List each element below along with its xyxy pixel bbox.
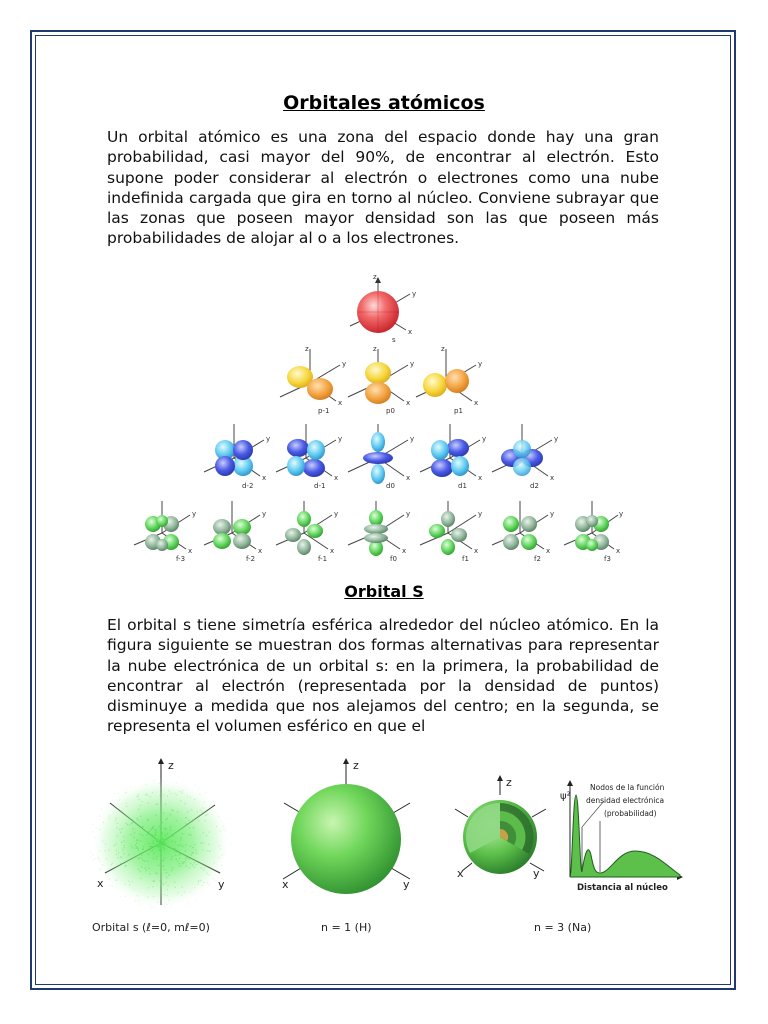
svg-text:x: x <box>262 474 267 482</box>
svg-text:(probabilidad): (probabilidad) <box>604 809 657 818</box>
svg-text:f2: f2 <box>534 555 541 563</box>
d-orbital-minus1 <box>276 424 342 490</box>
svg-text:z: z <box>373 345 377 353</box>
svg-text:x: x <box>282 878 289 891</box>
svg-text:ψ²: ψ² <box>560 791 571 802</box>
svg-text:x: x <box>408 328 413 336</box>
d-orbital-0 <box>348 424 414 490</box>
svg-text:d1: d1 <box>458 482 467 490</box>
svg-text:z: z <box>441 345 445 353</box>
page-title: Orbitales atómicos <box>283 92 485 114</box>
svg-text:y: y <box>478 360 483 368</box>
svg-text:x: x <box>406 474 411 482</box>
svg-text:x: x <box>402 547 407 555</box>
svg-text:f0: f0 <box>390 555 397 563</box>
svg-text:y: y <box>403 878 410 891</box>
svg-text:z: z <box>168 759 174 772</box>
svg-text:y: y <box>342 360 347 368</box>
caption-n3: n = 3 (Na) <box>534 921 592 934</box>
svg-text:Nodos de la función: Nodos de la función <box>590 783 665 792</box>
f-orbital-plus3 <box>564 501 623 563</box>
intro-paragraph: Un orbital atómico es una zona del espacio donde hay una gran probabilidad, casi mayor del 90%, de encontrar al electrón. Esto supone poder considerar al electrón o electrones como una nube indefinida cargada que gira en torno al núcleo. Conviene subrayar que las zonas que poseen mayor densidad son las que poseen más probabilidades de alojar al o a los electrones. <box>107 128 659 248</box>
orbital-s-paragraph: El orbital s tiene simetría esférica alrededor del núcleo atómico. En la figura siguiente se muestran dos formas alternativas para representar la nube electrónica de un orbital s: en la primera, la probabilidad de encontrar al electrón (representada por la densidad de puntos) disminuye a medida que nos alejamos del centro; en la segunda, se representa el volumen esférico en que el <box>107 616 659 736</box>
svg-text:f-1: f-1 <box>318 555 328 563</box>
svg-text:z: z <box>305 345 309 353</box>
svg-text:x: x <box>474 399 479 407</box>
p-orbital-minus1 <box>280 345 346 415</box>
svg-text:x: x <box>550 474 555 482</box>
svg-text:x: x <box>406 399 411 407</box>
f-orbital-0 <box>348 501 410 563</box>
svg-text:z: z <box>373 273 377 281</box>
caption-n1: n = 1 (H) <box>321 921 372 934</box>
svg-text:x: x <box>97 877 104 890</box>
electron-cloud-diagram <box>90 758 232 909</box>
svg-text:y: y <box>554 435 559 443</box>
svg-text:y: y <box>410 435 415 443</box>
f-orbital-plus2 <box>492 501 554 563</box>
section-title-orbital-s: Orbital S <box>344 582 424 601</box>
s-orbital-figure <box>80 755 690 945</box>
svg-text:y: y <box>218 878 225 891</box>
svg-text:y: y <box>478 510 483 518</box>
orbital-shapes-figure <box>130 268 638 568</box>
sphere-n1-diagram <box>282 758 410 894</box>
svg-text:y: y <box>338 435 343 443</box>
svg-text:d0: d0 <box>386 482 395 490</box>
svg-text:d-1: d-1 <box>314 482 326 490</box>
svg-text:f1: f1 <box>462 555 469 563</box>
svg-text:densidad electrónica: densidad electrónica <box>586 796 665 805</box>
svg-text:f-3: f-3 <box>176 555 186 563</box>
p-orbital-0 <box>348 345 414 415</box>
svg-text:y: y <box>550 510 555 518</box>
svg-text:x: x <box>338 399 343 407</box>
p-orbital-plus1 <box>416 345 482 415</box>
f-orbital-minus2 <box>204 501 266 563</box>
svg-text:Distancia al núcleo: Distancia al núcleo <box>577 883 668 893</box>
svg-text:x: x <box>546 547 551 555</box>
caption-orbital-s: Orbital s (ℓ=0, mℓ=0) <box>92 921 210 934</box>
f-orbital-plus1 <box>420 501 482 563</box>
sphere-n3-cutaway-diagram <box>455 775 546 880</box>
svg-text:y: y <box>482 435 487 443</box>
svg-text:y: y <box>410 360 415 368</box>
svg-text:y: y <box>262 510 267 518</box>
svg-text:y: y <box>406 510 411 518</box>
d-orbital-minus2 <box>204 424 270 490</box>
svg-text:x: x <box>478 474 483 482</box>
svg-text:z: z <box>506 776 512 789</box>
svg-text:y: y <box>334 510 339 518</box>
svg-text:x: x <box>188 547 193 555</box>
svg-text:x: x <box>616 547 621 555</box>
d-orbital-plus1 <box>420 424 486 490</box>
svg-text:y: y <box>266 435 271 443</box>
svg-text:f-2: f-2 <box>246 555 256 563</box>
svg-text:x: x <box>334 474 339 482</box>
svg-text:d2: d2 <box>530 482 539 490</box>
radial-probability-graph <box>560 780 683 893</box>
f-orbital-minus1 <box>276 501 338 563</box>
svg-text:y: y <box>192 510 197 518</box>
svg-text:y: y <box>619 510 624 518</box>
svg-text:f3: f3 <box>604 555 611 563</box>
svg-text:z: z <box>353 759 359 772</box>
svg-text:p1: p1 <box>454 407 463 415</box>
svg-text:p-1: p-1 <box>318 407 330 415</box>
s-orbital <box>350 273 416 344</box>
f-orbital-minus3 <box>134 501 196 563</box>
svg-text:x: x <box>457 867 464 880</box>
svg-text:x: x <box>330 547 335 555</box>
svg-text:x: x <box>474 547 479 555</box>
svg-text:s: s <box>392 336 396 344</box>
svg-text:y: y <box>533 867 540 880</box>
svg-text:d-2: d-2 <box>242 482 254 490</box>
d-orbital-plus2 <box>492 424 558 490</box>
svg-text:y: y <box>412 290 417 298</box>
svg-text:p0: p0 <box>386 407 395 415</box>
svg-text:x: x <box>258 547 263 555</box>
